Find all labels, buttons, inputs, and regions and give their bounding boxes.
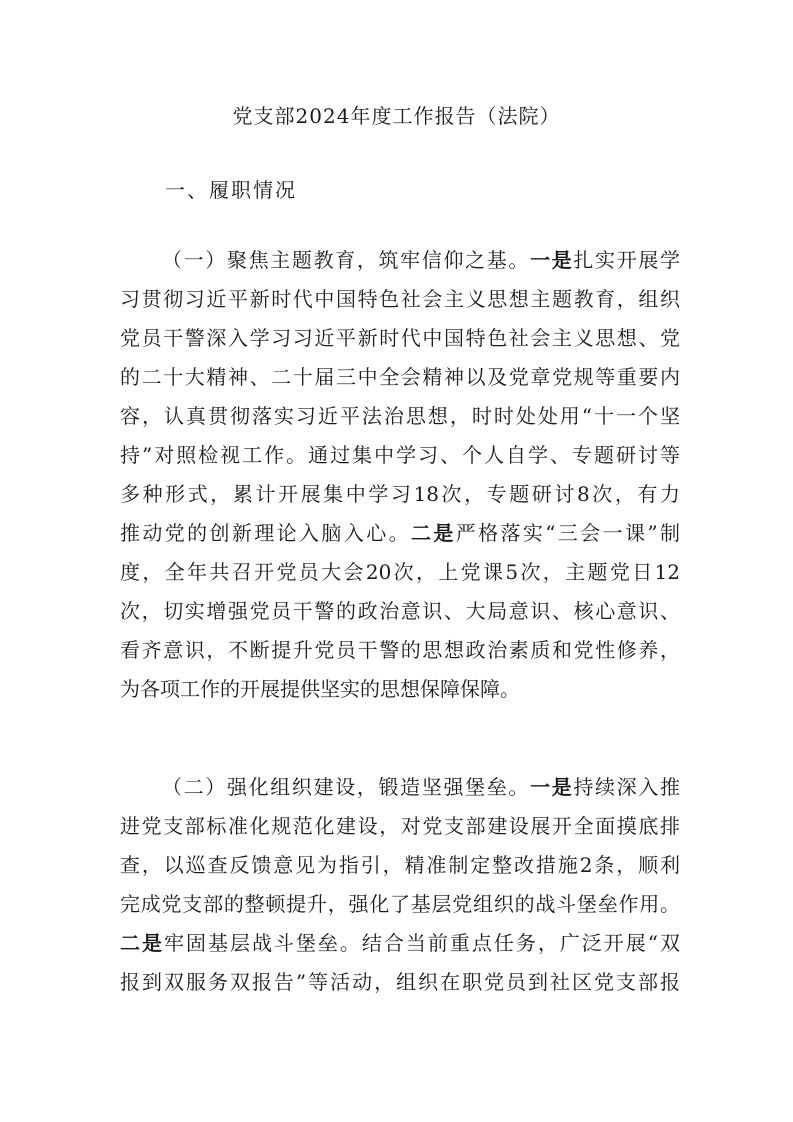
emphasis-text: 二是	[410, 521, 456, 545]
paragraph-line: 的二十大精神、二十届三中全会精神以及党章党规等重要内	[120, 365, 680, 389]
paragraph-line: （一）聚焦主题教育，筑牢信仰之基。一是扎实开展学	[162, 248, 681, 272]
paragraph-line: 进党支部标准化规范化建设，对党支部建设展开全面摸底排	[120, 814, 680, 838]
paragraph-line: 持”对照检视工作。通过集中学习、个人自学、专题研讨等	[120, 443, 680, 467]
emphasis-text: 二是	[120, 931, 164, 955]
section-heading: 一、履职情况	[165, 178, 297, 202]
paragraph-line: （二）强化组织建设，锻造坚强堡垒。一是持续深入推	[162, 775, 681, 799]
paragraph-line: 看齐意识，不断提升党员干警的思想政治素质和党性修养，	[120, 638, 680, 662]
paragraph-line: 完成党支部的整顿提升，强化了基层党组织的战斗堡垒作用。	[120, 892, 680, 916]
paragraph-line: 次，切实增强党员干警的政治意识、大局意识、核心意识、	[120, 599, 680, 623]
paragraph-2	[120, 768, 680, 1002]
paragraph-line: 为各项工作的开展提供坚实的思想保障保障。	[120, 677, 520, 701]
paragraph-1	[120, 241, 680, 709]
paragraph-line: 习贯彻习近平新时代中国特色社会主义思想主题教育，组织	[120, 287, 680, 311]
paragraph-line: 多种形式，累计开展集中学习18次，专题研讨8次，有力	[120, 482, 680, 506]
paragraph-line: 党员干警深入学习习近平新时代中国特色社会主义思想、党	[120, 326, 680, 350]
paragraph-line: 报到双服务双报告”等活动，组织在职党员到社区党支部报	[120, 970, 680, 994]
document-title: 党支部2024年度工作报告（法院）	[232, 104, 561, 128]
paragraph-line: 推动党的创新理论入脑入心。二是严格落实“三会一课”制	[120, 521, 681, 545]
paragraph-line: 查，以巡查反馈意见为指引，精准制定整改措施2条，顺利	[120, 853, 680, 877]
paragraph-line: 度，全年共召开党员大会20次，上党课5次，主题党日12	[120, 560, 680, 584]
paragraph-line: 容，认真贯彻落实习近平法治思想，时时处处用“十一个坚	[120, 404, 680, 428]
emphasis-text: 一是	[530, 248, 574, 272]
emphasis-text: 一是	[530, 775, 574, 799]
paragraph-line: 二是牢固基层战斗堡垒。结合当前重点任务，广泛开展“双	[120, 931, 680, 955]
